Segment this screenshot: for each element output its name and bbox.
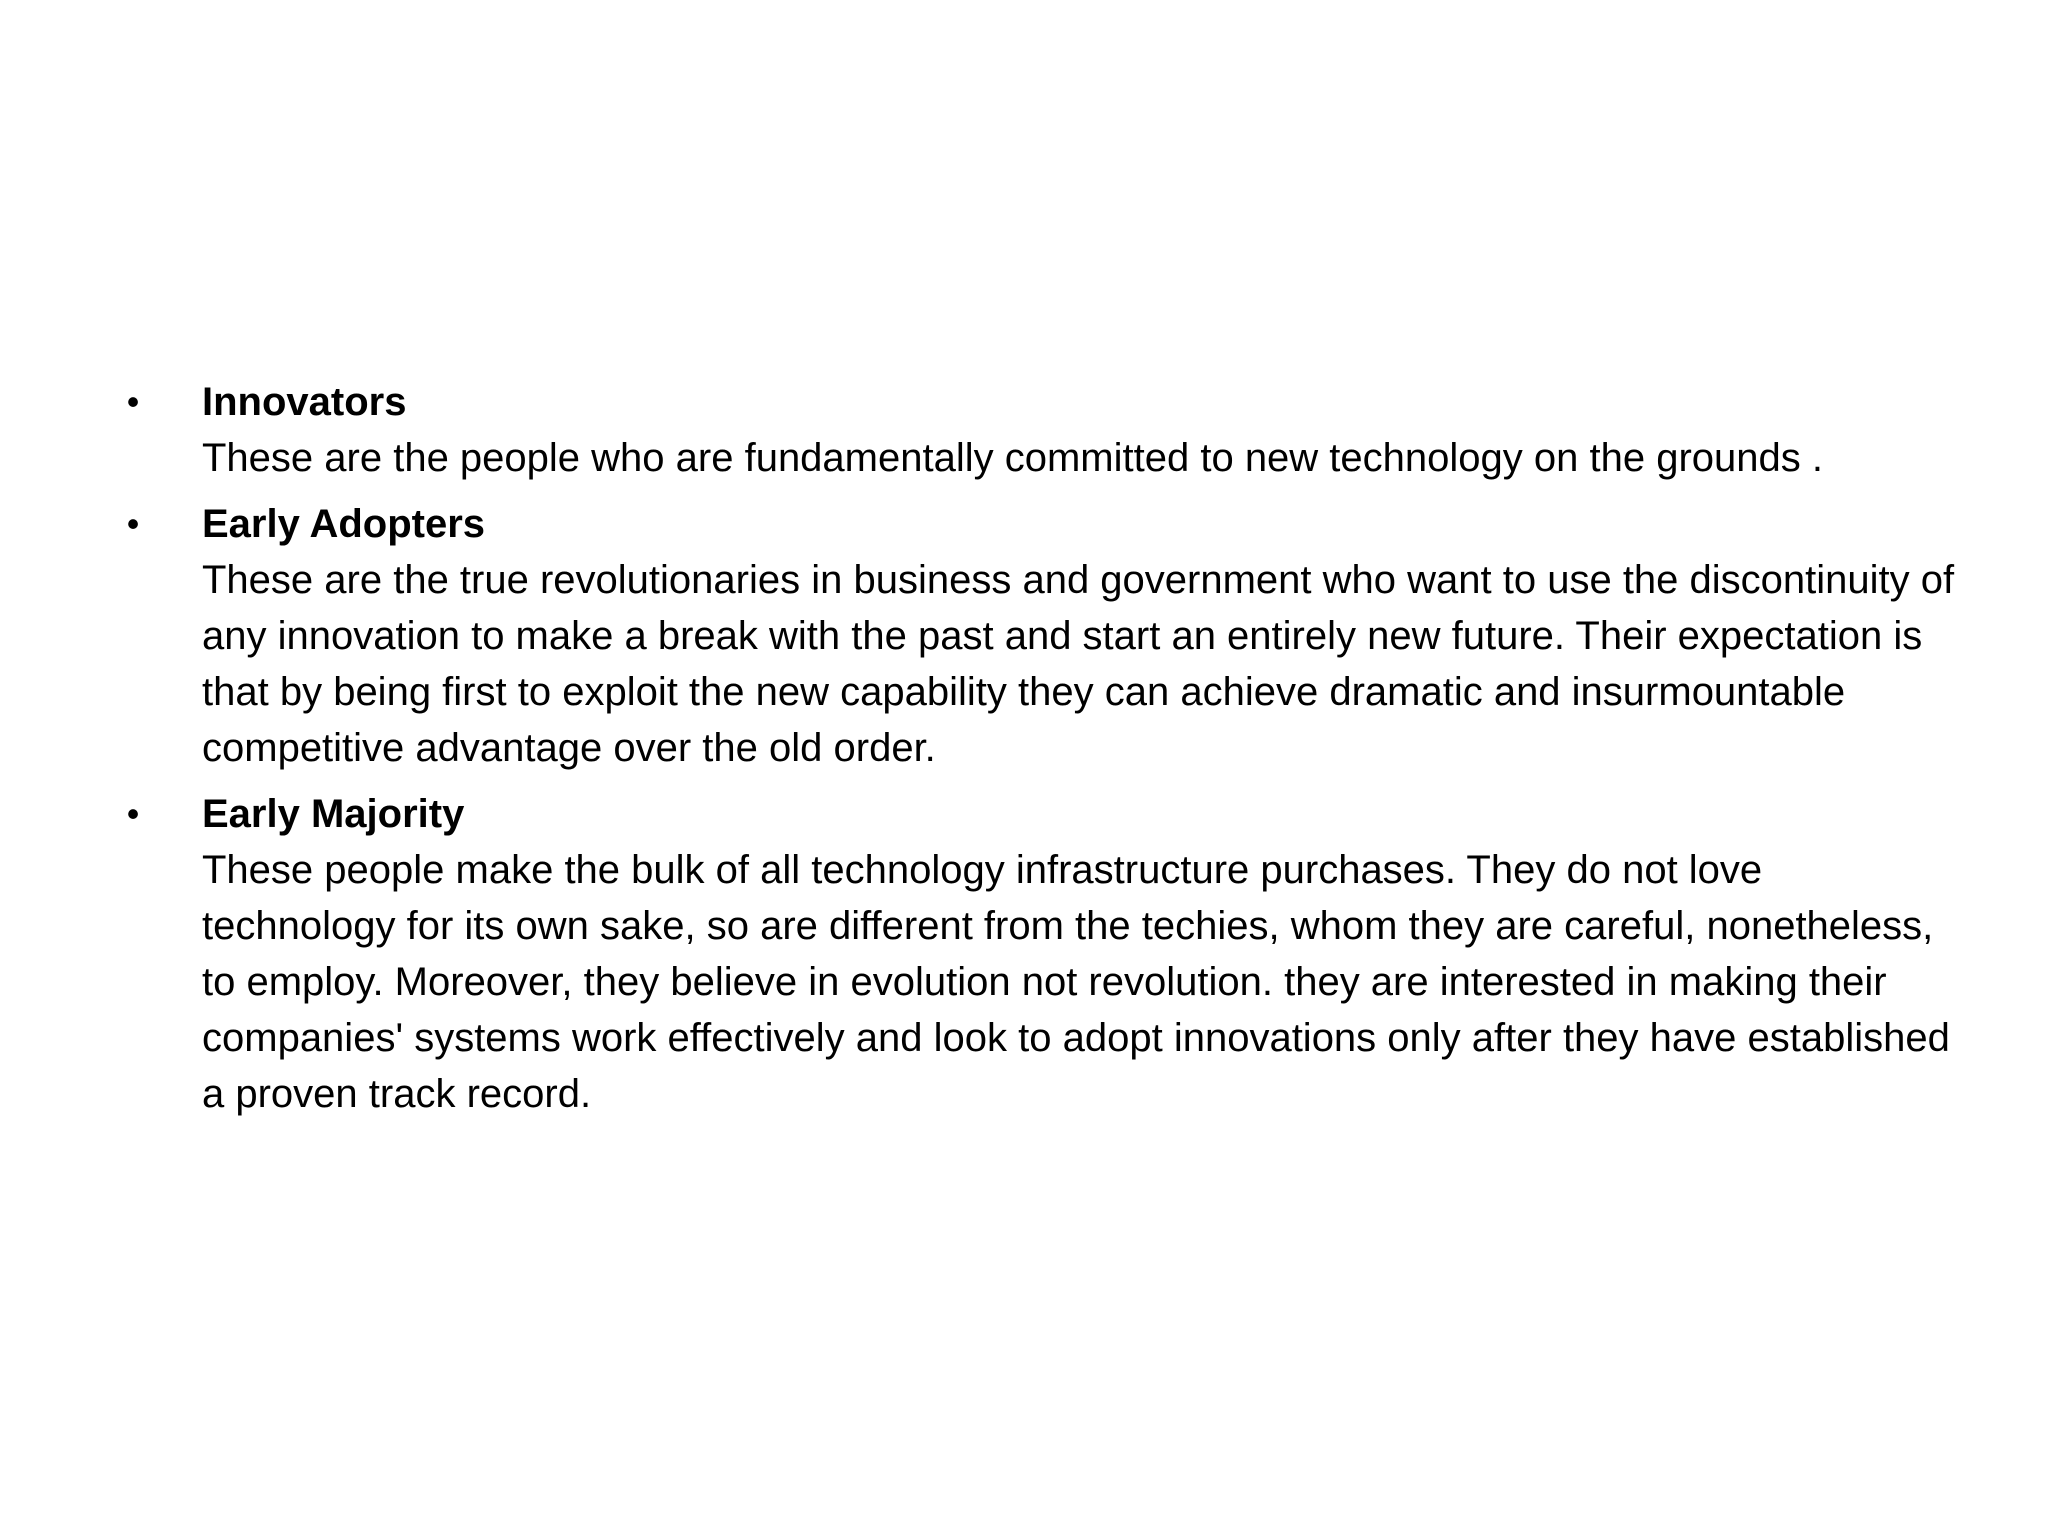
bullet-icon: • (126, 381, 140, 422)
item-title: Early Adopters (202, 502, 486, 546)
bullet-icon: • (126, 793, 140, 834)
bullet-item-early-majority (118, 786, 1998, 1122)
bullet-list (118, 374, 1998, 1132)
item-title: Innovators (202, 380, 407, 424)
bullet-icon: • (126, 503, 140, 544)
item-body: These are the true revolutionaries in business and government who want to use the discontinuity of any innovation to make a break with the past and start an entirely new future. Their expectation is that by being first to exploit the new capability they can achieve dramatic and insurmountable competitive advantage over the old order. (202, 558, 1955, 770)
item-body: These are the people who are fundamentally committed to new technology on the grounds . (202, 436, 1823, 480)
bullet-item-early-adopters (118, 496, 1998, 776)
bullet-item-innovators (118, 374, 1998, 486)
item-title: Early Majority (202, 792, 465, 836)
item-body: These people make the bulk of all technology infrastructure purchases. They do not love technology for its own sake, so are different from the techies, whom they are careful, nonetheless, to employ. Moreover, they believe in evolution not revolution. they are interested in making their companies' systems work effectively and look to adopt innovations only after they have established a proven track record. (202, 848, 1950, 1116)
